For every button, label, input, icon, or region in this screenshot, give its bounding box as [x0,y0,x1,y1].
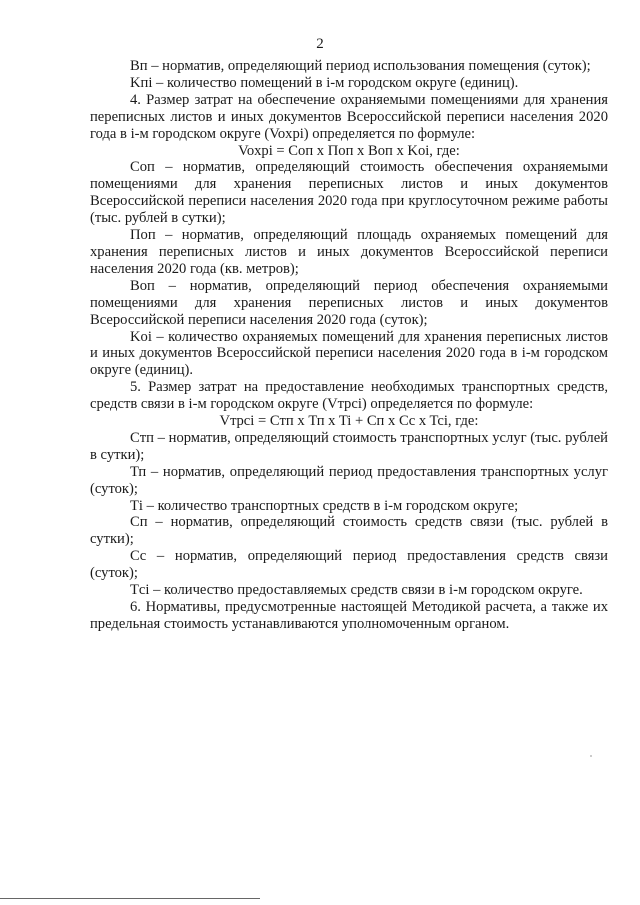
definition-ti: Тi – количество транспортных средств в i-м городском округе; [130,497,519,514]
page-number: 2 [316,36,324,52]
definition-koi: Koi – количество охраняемых помещений для хранения переписных листов и иных документов Всероссийской переписи населения 2020 года в i-м городском округе (единиц). [90,328,608,379]
definition-kpi: Kпi – количество помещений в i-м городском округе (единиц). [130,74,519,91]
clause-4: 4. Размер затрат на обеспечение охраняемыми помещениями для хранения переписных листов и иных документов Всероссийской переписи населения 2020 года в i-м городском округе (Voxpi) определяется по формуле: [90,91,608,142]
definition-tn: Тп – норматив, определяющий период предоставления транспортных услуг (суток); [90,463,608,497]
scan-speck [590,755,592,757]
formula-vtrpci: Vтpci = Cтп x Тп x Ti + Cп x Cc x Tci, где: [219,413,479,430]
definition-con: Coп – норматив, определяющий стоимость обеспечения охраняемыми помещениями для хранения переписных листов и иных документов Всероссийской переписи населения 2020 года при круглосуточном режиме работы (тыс. рублей в сутки); [90,159,608,227]
page-bottom-rule [0,898,260,899]
definition-cc: Cc – норматив, определяющий период предоставления средств связи (суток); [90,548,608,582]
document-body [90,58,608,633]
definition-cn: Cп – норматив, определяющий стоимость средств связи (тыс. рублей в сутки); [90,514,608,548]
clause-5: 5. Размер затрат на предоставление необходимых транспортных средств, средств связи в i-м городском округе (Vтpci) определяется по формуле: [90,379,608,413]
definition-bon: Bоп – норматив, определяющий период обеспечения охраняемыми помещениями для хранения переписных листов и иных документов Всероссийской переписи населения 2020 года (суток); [90,277,608,328]
definition-ctn: Cтп – норматив, определяющий стоимость транспортных услуг (тыс. рублей в сутки); [90,429,608,463]
definition-pon: Поп – норматив, определяющий площадь охраняемых помещений для хранения переписных листов и иных документов Всероссийской переписи населения 2020 года (кв. метров); [90,227,608,277]
formula-voxpi: Voxpi = Coп x Поп x Bоп x Koi, где: [238,142,460,159]
definition-tci: Тci – количество предоставляемых средств связи в i-м городском округе. [130,582,583,599]
clause-6: 6. Нормативы, предусмотренные настоящей Методикой расчета, а также их предельная стоимость устанавливаются уполномоченным органом. [90,599,608,632]
definition-bn: Вп – норматив, определяющий период использования помещения (суток); [130,58,591,74]
